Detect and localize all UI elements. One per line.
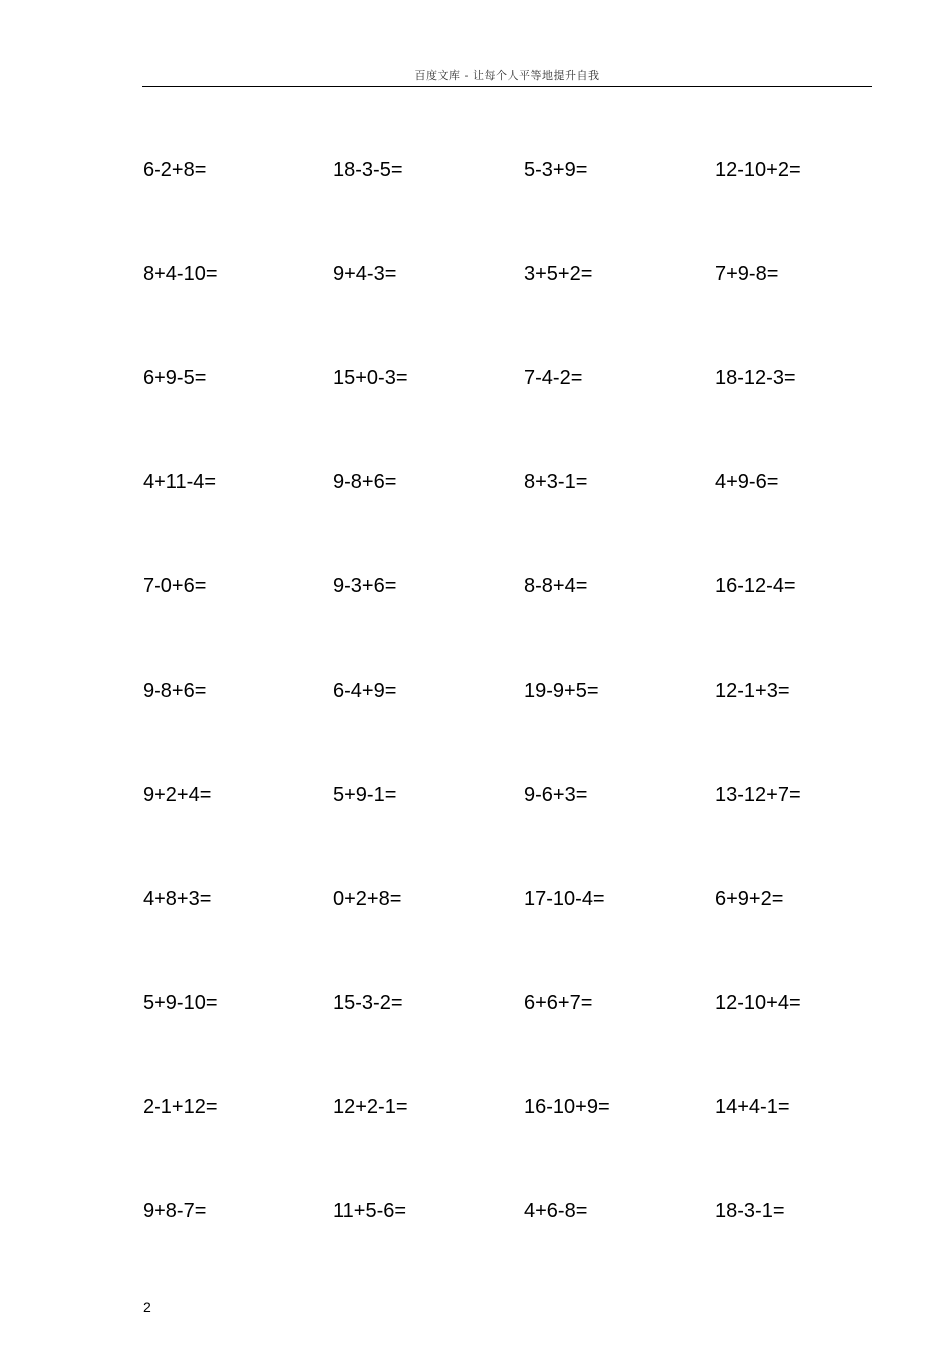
math-problem: 12+2-1=	[333, 1096, 408, 1118]
math-problem: 13-12+7=	[715, 784, 801, 806]
math-problem: 5-3+9=	[524, 159, 588, 181]
math-problem: 4+9-6=	[715, 471, 779, 493]
math-problem: 16-12-4=	[715, 575, 796, 597]
math-problem: 6-4+9=	[333, 680, 397, 702]
math-problem: 8+3-1=	[524, 471, 588, 493]
math-problem: 12-10+2=	[715, 159, 801, 181]
math-problem: 6+6+7=	[524, 992, 593, 1014]
math-problem: 9+4-3=	[333, 263, 397, 285]
math-problem: 11+5-6=	[333, 1200, 407, 1222]
math-problem: 4+6-8=	[524, 1200, 588, 1222]
math-problem: 9-3+6=	[333, 575, 397, 597]
math-problem: 2-1+12=	[143, 1096, 218, 1118]
math-problem: 7-0+6=	[143, 575, 207, 597]
math-problem: 9-8+6=	[143, 680, 207, 702]
math-problem: 6+9+2=	[715, 888, 784, 910]
math-problem: 5+9-10=	[143, 992, 218, 1014]
math-problem: 7-4-2=	[524, 367, 583, 389]
math-problem: 7+9-8=	[715, 263, 779, 285]
math-problem: 4+11-4=	[143, 471, 217, 493]
math-problem: 15+0-3=	[333, 367, 408, 389]
math-problem: 6-2+8=	[143, 159, 207, 181]
math-problem: 16-10+9=	[524, 1096, 610, 1118]
math-problem: 0+2+8=	[333, 888, 402, 910]
math-problem: 9-8+6=	[333, 471, 397, 493]
header-divider	[142, 86, 872, 87]
math-problem: 9-6+3=	[524, 784, 588, 806]
page-number: 2	[143, 1299, 151, 1315]
header-title: 百度文库 - 让每个人平等地提升自我	[414, 69, 600, 82]
math-problem: 6+9-5=	[143, 367, 207, 389]
math-problem: 12-1+3=	[715, 680, 790, 702]
math-problem: 18-3-1=	[715, 1200, 785, 1222]
math-problem: 12-10+4=	[715, 992, 801, 1014]
math-problem: 18-3-5=	[333, 159, 403, 181]
math-problem: 8+4-10=	[143, 263, 218, 285]
math-problem: 4+8+3=	[143, 888, 212, 910]
math-problem: 8-8+4=	[524, 575, 588, 597]
math-problem: 19-9+5=	[524, 680, 599, 702]
math-problem: 15-3-2=	[333, 992, 403, 1014]
math-problem: 9+2+4=	[143, 784, 212, 806]
math-problem: 5+9-1=	[333, 784, 397, 806]
math-problem: 3+5+2=	[524, 263, 593, 285]
math-problem: 18-12-3=	[715, 367, 796, 389]
math-problem: 14+4-1=	[715, 1096, 790, 1118]
math-problem: 9+8-7=	[143, 1200, 207, 1222]
math-problem: 17-10-4=	[524, 888, 605, 910]
